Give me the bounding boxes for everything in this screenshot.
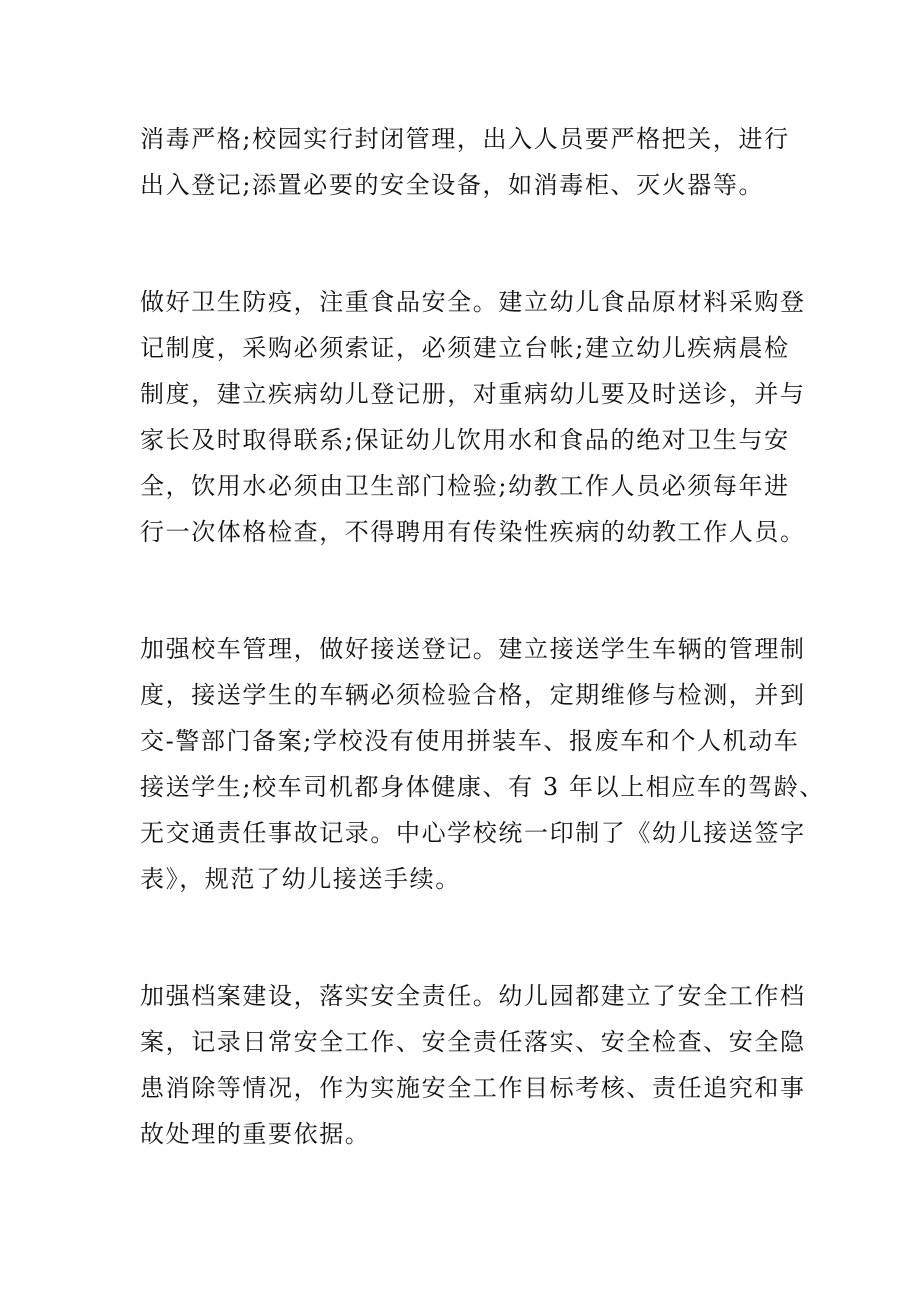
text-line: 表》，规范了幼儿接送手续。 [140, 865, 461, 893]
paragraph-archives [0, 973, 920, 1157]
text-line: 加强校车管理，做好接送登记。建立接送学生车辆的管理制 [140, 635, 806, 663]
paragraph-hygiene-food-safety [0, 279, 920, 555]
text-line: 家长及时取得联系;保证幼儿饮用水和食品的绝对卫生与安 [140, 426, 790, 454]
text-line: 消毒严格;校园实行封闭管理，出入人员要严格把关，进行 [140, 125, 790, 153]
text-line: 行一次体格检查，不得聘用有传染性疾病的幼教工作人员。 [140, 518, 806, 546]
text-line: 全，饮用水必须由卫生部门检验;幼教工作人员必须每年进 [140, 472, 790, 500]
text-line: 出入登记;添置必要的安全设备，如消毒柜、灭火器等。 [140, 171, 765, 199]
text-line: 度，接送学生的车辆必须检验合格，定期维修与检测，并到 [140, 681, 806, 709]
text-line: 患消除等情况，作为实施安全工作目标考核、责任追究和事 [140, 1074, 806, 1102]
text-line: 制度，建立疾病幼儿登记册，对重病幼儿要及时送诊，并与 [140, 380, 806, 408]
text-line: 记制度，采购必须索证，必须建立台帐;建立幼儿疾病晨检 [140, 334, 790, 362]
text-line: 案，记录日常安全工作、安全责任落实、安全检查、安全隐 [140, 1028, 806, 1056]
text-line: 交-警部门备案;学校没有使用拼装车、报废车和个人机动车 [140, 727, 800, 755]
text-line: 故处理的重要依据。 [140, 1120, 371, 1148]
paragraph-school-bus [0, 626, 920, 902]
paragraph-disinfection [0, 116, 920, 208]
text-line: 无交通责任事故记录。中心学校统一印制了《幼儿接送签字 [140, 819, 806, 847]
text-line: 加强档案建设，落实安全责任。幼儿园都建立了安全工作档 [140, 982, 806, 1010]
text-line: 接送学生;校车司机都身体健康、有 3 年以上相应车的驾龄、 [140, 773, 826, 801]
text-line: 做好卫生防疫，注重食品安全。建立幼儿食品原材料采购登 [140, 288, 806, 316]
